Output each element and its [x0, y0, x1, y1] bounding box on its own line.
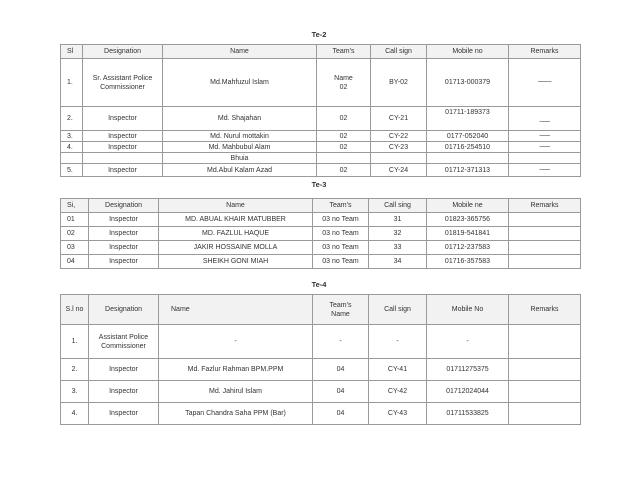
team-cell [317, 153, 371, 164]
mobile-cell [427, 107, 509, 131]
call-sign-cell: 31 [369, 213, 427, 227]
te4-header-team: Team's Name [313, 295, 369, 325]
table-row [61, 403, 581, 425]
name-cell: SHEIKH GONI MIAH [159, 255, 313, 269]
remarks-cell [509, 153, 581, 164]
remarks-cell [509, 241, 581, 255]
designation-cell: Inspector [83, 164, 163, 177]
mobile-cell: 01716-254510 [427, 142, 509, 153]
remarks-cell: ------- [509, 107, 581, 131]
name-cell: Md.Abul Kalam Azad [163, 164, 317, 177]
sl-cell: 01 [61, 213, 89, 227]
call-sign-cell [371, 153, 427, 164]
te2-header-name: Name [163, 45, 317, 59]
sl-cell: 2. [61, 107, 83, 131]
call-sign-cell: CY-42 [369, 381, 427, 403]
remarks-cell [509, 359, 581, 381]
te2-header-mobile: Mobile no [427, 45, 509, 59]
te3-title: Te-3 [311, 180, 327, 189]
remarks-cell [509, 381, 581, 403]
designation-cell: Inspector [83, 142, 163, 153]
call-sign-cell: BY-02 [371, 59, 427, 107]
table-row [61, 227, 581, 241]
sl-cell: 4. [61, 403, 89, 425]
remarks-cell: ------- [509, 131, 581, 142]
name-cell: Bhuia [163, 153, 317, 164]
designation-cell: Inspector [89, 403, 159, 425]
team-cell: 03 no Team [313, 227, 369, 241]
call-sign-cell: - [369, 325, 427, 359]
call-sign-cell: 32 [369, 227, 427, 241]
designation-cell: Inspector [89, 381, 159, 403]
remarks-cell: --------- [509, 59, 581, 107]
mobile-cell: - [427, 325, 509, 359]
te3-header-designation: Designation [89, 199, 159, 213]
te4-title: Te-4 [311, 280, 327, 289]
mobile-cell: 01712-371313 [427, 164, 509, 177]
designation-cell [83, 153, 163, 164]
remarks-cell [509, 325, 581, 359]
name-cell: MD. FAZLUL HAQUE [159, 227, 313, 241]
te2-header-designation: Designation [83, 45, 163, 59]
name-cell: MD. ABUAL KHAIR MATUBBER [159, 213, 313, 227]
table-row [61, 213, 581, 227]
te2-title: Te-2 [311, 30, 327, 39]
name-cell: Md. Shajahan [163, 107, 317, 131]
table-row [61, 153, 581, 164]
te4-header-call-sign: Call sign [369, 295, 427, 325]
table-row [61, 325, 581, 359]
te2-header-row [61, 45, 581, 59]
te3-header-name: Name [159, 199, 313, 213]
team-cell: 03 no Team [313, 241, 369, 255]
sl-cell: 3. [61, 381, 89, 403]
team-cell: 02 [317, 142, 371, 153]
te4-header-remarks: Remarks [509, 295, 581, 325]
call-sign-cell: 34 [369, 255, 427, 269]
call-sign-cell: CY-22 [371, 131, 427, 142]
sl-cell: 1. [61, 59, 83, 107]
te2-header-team: Team's [317, 45, 371, 59]
name-cell: Md. Nurul mottakin [163, 131, 317, 142]
remarks-cell [509, 255, 581, 269]
te2-header-sl: Sl [61, 45, 83, 59]
sl-cell: 02 [61, 227, 89, 241]
name-cell: Md. Mahbubul Alam [163, 142, 317, 153]
te3-header-remarks: Remarks [509, 199, 581, 213]
table-row [61, 381, 581, 403]
table-row [61, 241, 581, 255]
designation-cell: Inspector [83, 131, 163, 142]
team-cell: 03 no Team [313, 213, 369, 227]
call-sign-cell: CY-24 [371, 164, 427, 177]
remarks-cell: ------- [509, 142, 581, 153]
sl-cell: 5. [61, 164, 83, 177]
team-cell: 02 [317, 107, 371, 131]
te4-header-sl: S.l no [61, 295, 89, 325]
sl-cell [61, 153, 83, 164]
te4-header-name: Name [159, 295, 313, 325]
sl-cell: 3. [61, 131, 83, 142]
designation-cell: Inspector [83, 107, 163, 131]
sl-cell: 1. [61, 325, 89, 359]
team-cell: 04 [313, 359, 369, 381]
te4-table [60, 294, 581, 425]
table-row [61, 164, 581, 177]
remarks-cell: ------- [509, 164, 581, 177]
table-row [61, 107, 581, 131]
mobile-cell: 01711275375 [427, 359, 509, 381]
designation-cell: Inspector [89, 227, 159, 241]
table-row [61, 142, 581, 153]
te3-table [60, 198, 581, 269]
mobile-value: 01711-189373 [445, 109, 490, 116]
team-cell: 04 [313, 403, 369, 425]
name-cell: Tapan Chandra Saha PPM (Bar) [159, 403, 313, 425]
mobile-cell: 01711533825 [427, 403, 509, 425]
call-sign-cell: CY-43 [369, 403, 427, 425]
call-sign-cell: CY-41 [369, 359, 427, 381]
sl-cell: 03 [61, 241, 89, 255]
designation-cell: Assistant Police Commissioner [89, 325, 159, 359]
mobile-cell: 01823-365756 [427, 213, 509, 227]
te3-header-team: Team's [313, 199, 369, 213]
mobile-cell [427, 153, 509, 164]
sl-cell: 4. [61, 142, 83, 153]
te3-header-sl: Si, [61, 199, 89, 213]
designation-cell: Inspector [89, 359, 159, 381]
name-cell: JAKIR HOSSAINE MOLLA [159, 241, 313, 255]
team-cell: 04 [313, 381, 369, 403]
team-cell: - [313, 325, 369, 359]
team-cell: 02 [317, 164, 371, 177]
call-sign-cell: CY-21 [371, 107, 427, 131]
te3-header-row [61, 199, 581, 213]
table-row [61, 255, 581, 269]
te2-header-remarks: Remarks [509, 45, 581, 59]
sl-cell: 04 [61, 255, 89, 269]
mobile-cell: 01712-237583 [427, 241, 509, 255]
te3-header-call-sign: Call sing [369, 199, 427, 213]
team-cell: 03 no Team [313, 255, 369, 269]
team-cell: 02 [317, 131, 371, 142]
team-cell: Name 02 [317, 59, 371, 107]
mobile-cell: 01716-357583 [427, 255, 509, 269]
designation-cell: Inspector [89, 213, 159, 227]
te3-header-mobile: Mobile ne [427, 199, 509, 213]
table-row [61, 359, 581, 381]
te4-header-designation: Designation [89, 295, 159, 325]
name-cell: Md. Fazlur Rahman BPM.PPM [159, 359, 313, 381]
call-sign-cell: CY-23 [371, 142, 427, 153]
designation-cell: Sr. Assistant Police Commissioner [83, 59, 163, 107]
mobile-cell: 01713-000379 [427, 59, 509, 107]
mobile-cell: 01819-541841 [427, 227, 509, 241]
remarks-cell [509, 213, 581, 227]
designation-cell: Inspector [89, 255, 159, 269]
te2-table [60, 44, 581, 177]
te2-header-call-sign: Call sign [371, 45, 427, 59]
mobile-cell: 01712024044 [427, 381, 509, 403]
sl-cell: 2. [61, 359, 89, 381]
te4-header-mobile: Mobile No [427, 295, 509, 325]
te4-header-row [61, 295, 581, 325]
call-sign-cell: 33 [369, 241, 427, 255]
table-row [61, 59, 581, 107]
name-cell: Md. Jahirul Islam [159, 381, 313, 403]
name-cell: Md.Mahfuzul Islam [163, 59, 317, 107]
name-cell: - [159, 325, 313, 359]
mobile-cell: 0177-052040 [427, 131, 509, 142]
designation-cell: Inspector [89, 241, 159, 255]
table-row [61, 131, 581, 142]
remarks-cell [509, 227, 581, 241]
remarks-cell [509, 403, 581, 425]
